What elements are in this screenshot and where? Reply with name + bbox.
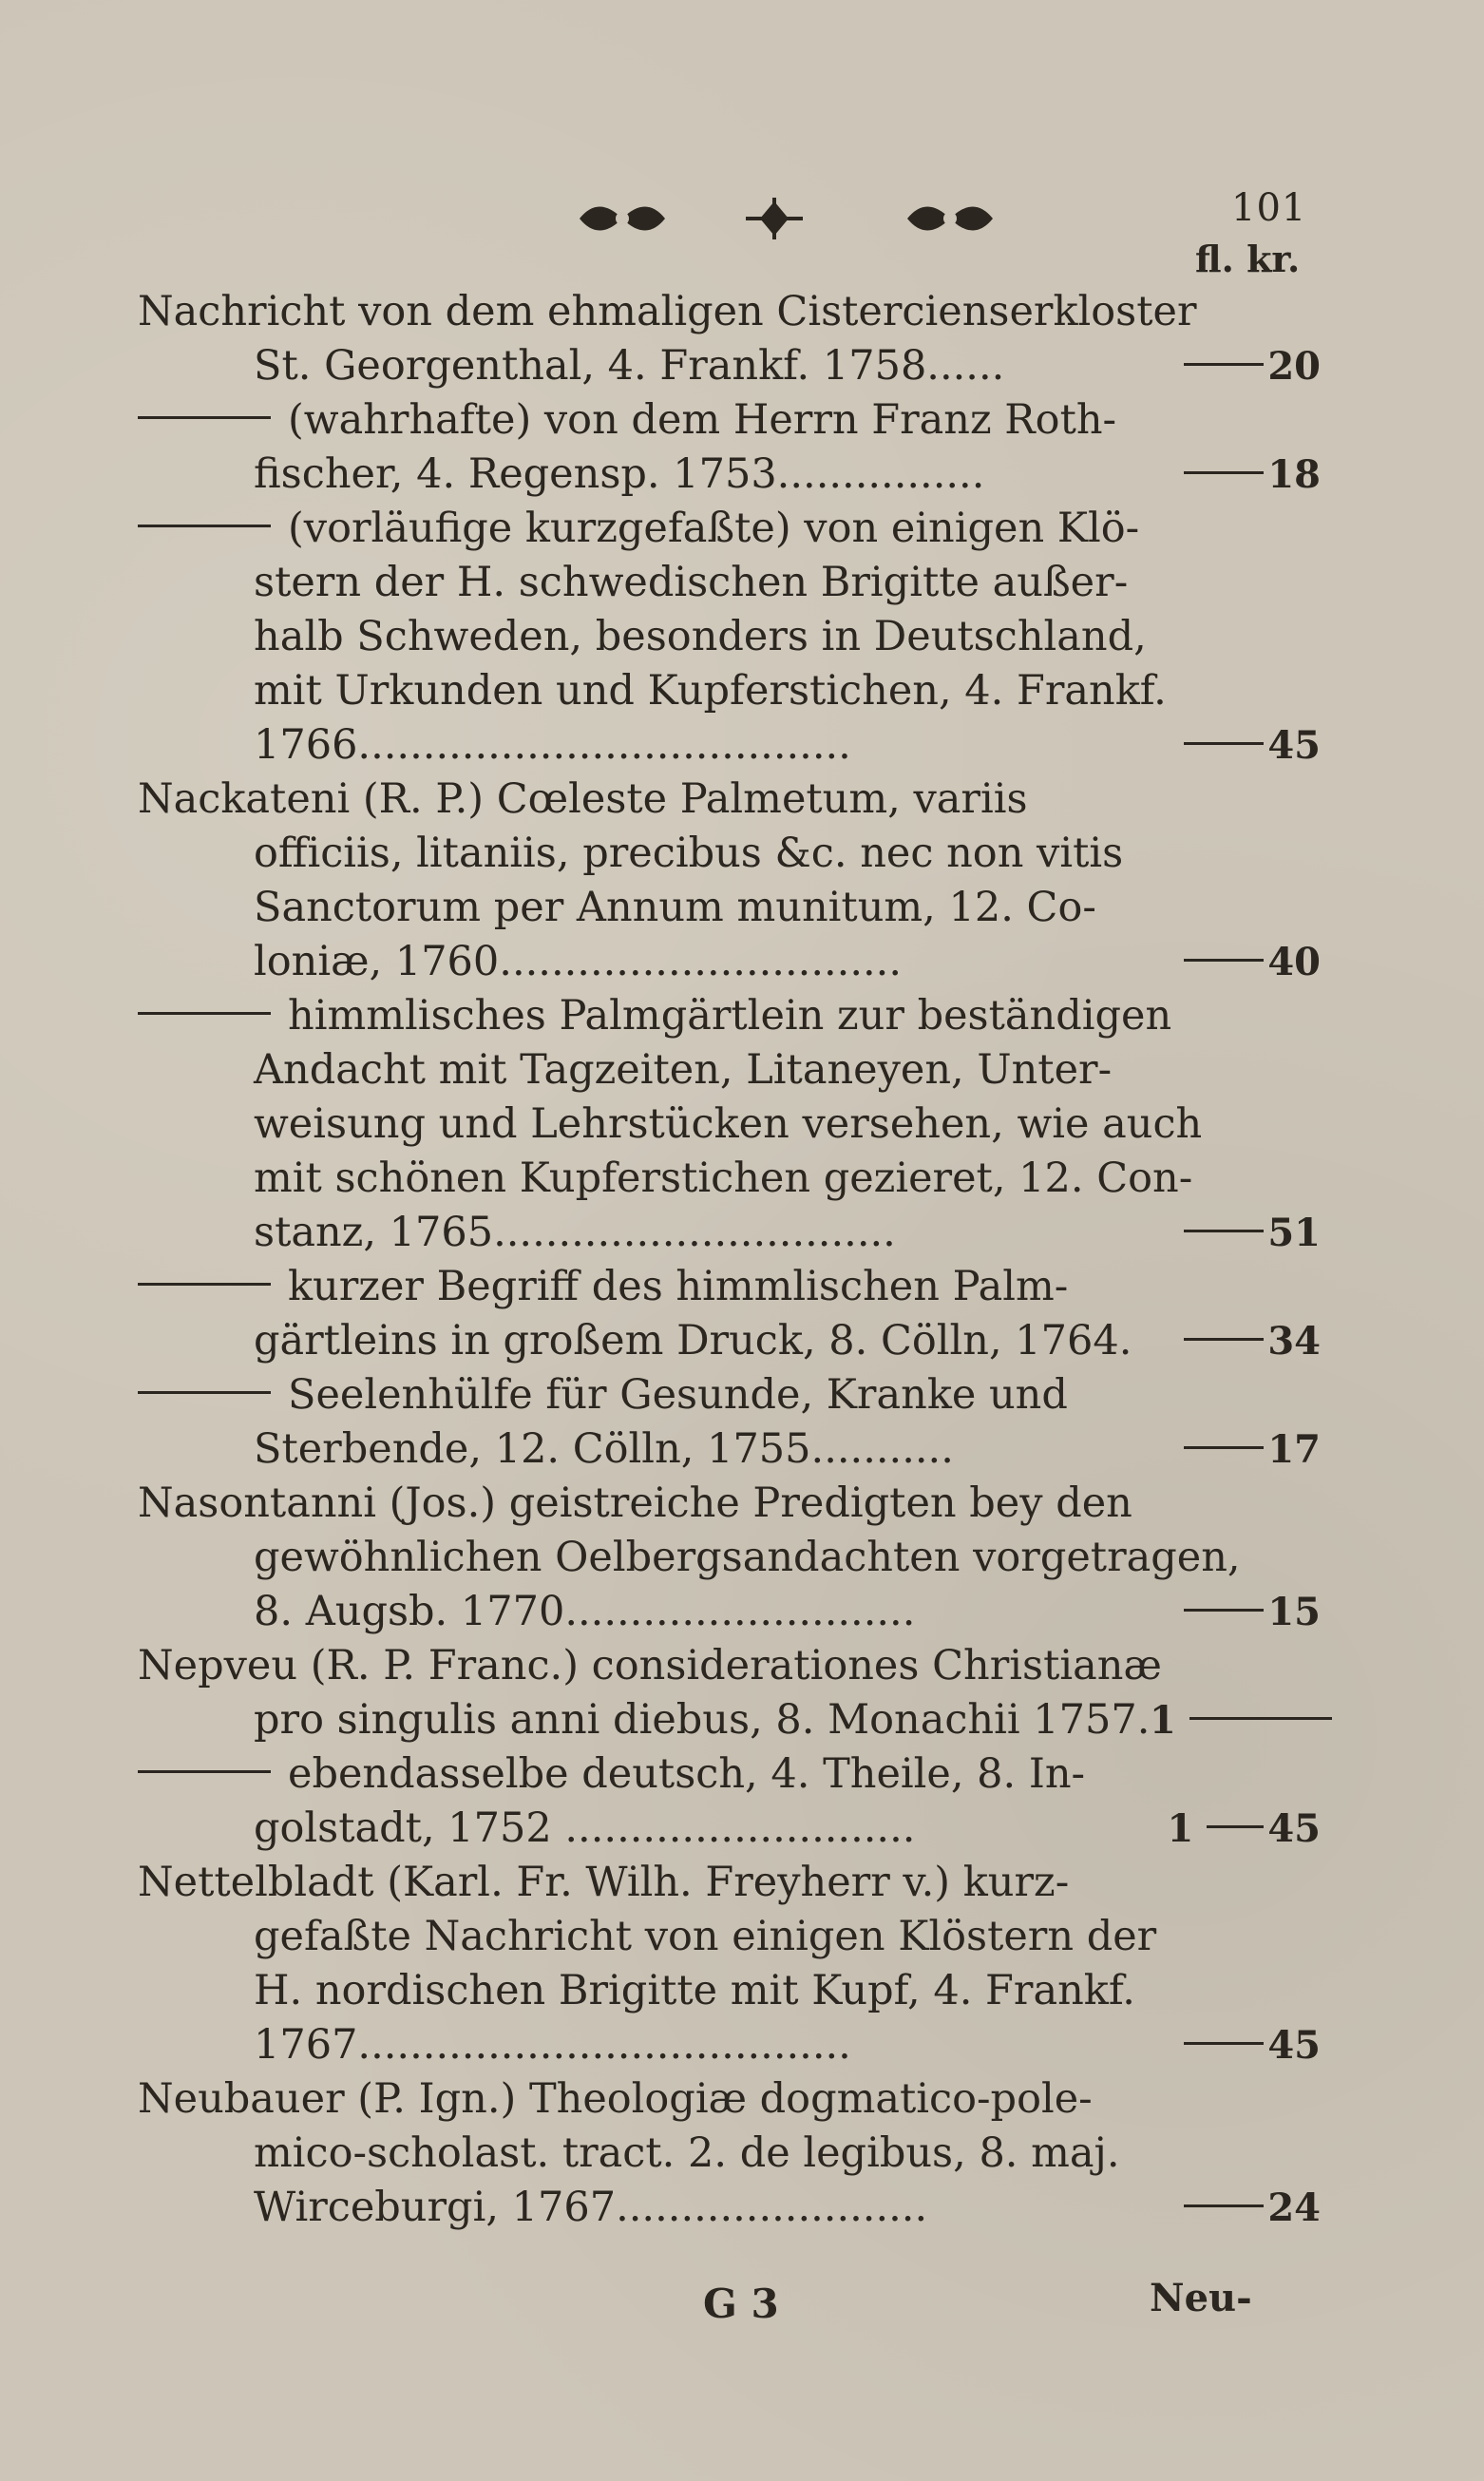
price-kr: 45 xyxy=(1267,1806,1321,1851)
currency-header: fl. kr. xyxy=(1195,238,1301,280)
entry-line: Nettelbladt (Karl. Fr. Wilh. Freyherr v.) kurz- xyxy=(138,1859,1070,1906)
entry-line: weisung und Lehrstücken versehen, wie auch xyxy=(254,1100,1203,1148)
entry-line: gewöhnlichen Oelbergsandachten vorgetragen, xyxy=(254,1534,1241,1581)
entry-line: officiis, litaniis, precibus &c. nec non vitis xyxy=(254,830,1124,877)
ditto-dash xyxy=(138,1770,271,1773)
entry-line: stern der H. schwedischen Brigitte außer- xyxy=(254,559,1129,606)
entry-line: (vorläufige kurzgefaßte) von einigen Klö- xyxy=(288,505,1140,552)
catalog-entry xyxy=(138,1747,1321,1856)
entry-line: loniæ, 1760............................... xyxy=(254,938,902,985)
price-kr: 15 xyxy=(1267,1590,1321,1634)
catalog-entry xyxy=(138,1856,1321,2072)
entry-line: Nachricht von dem ehmaligen Cistercienserkloster xyxy=(138,288,1197,335)
entry-price xyxy=(1150,2018,1321,2072)
entry-line: pro singulis anni diebus, 8. Monachii 1757. xyxy=(254,1696,1151,1744)
catalog-entry xyxy=(138,989,1321,1260)
entry-price xyxy=(1150,935,1321,989)
entry-line: stanz, 1765............................... xyxy=(254,1209,896,1256)
entry-line: Sanctorum per Annum munitum, 12. Co- xyxy=(254,884,1096,931)
price-kr: 51 xyxy=(1267,1211,1321,1255)
entry-line: Nasontanni (Jos.) geistreiche Predigten bey den xyxy=(138,1479,1132,1527)
signature-mark: G 3 xyxy=(703,2281,779,2327)
price-kr: 45 xyxy=(1267,2023,1321,2068)
entry-line: kurzer Begriff des himmlischen Palm- xyxy=(288,1263,1069,1310)
entry-price xyxy=(1150,339,1321,393)
entry-line: mico-scholast. tract. 2. de legibus, 8. maj. xyxy=(254,2129,1120,2177)
entry-price xyxy=(1150,1802,1321,1856)
entry-price xyxy=(1150,1693,1321,1747)
entry-price xyxy=(1150,1422,1321,1477)
price-kr: 20 xyxy=(1267,344,1321,389)
entry-line: Nepveu (R. P. Franc.) considerationes Christianæ xyxy=(138,1642,1162,1689)
printer-ornament xyxy=(580,190,998,247)
entry-line: ebendasselbe deutsch, 4. Theile, 8. In- xyxy=(288,1750,1086,1798)
catalog-entry xyxy=(138,2072,1321,2235)
ditto-dash xyxy=(138,525,271,527)
entry-line: fischer, 4. Regensp. 1753................ xyxy=(254,450,985,498)
entry-line: Nackateni (R. P.) Cœleste Palmetum, variis xyxy=(138,775,1028,823)
entry-price xyxy=(1150,448,1321,502)
catalog-entry xyxy=(138,1477,1321,1639)
ditto-dash xyxy=(138,1391,271,1394)
entry-line: St. Georgenthal, 4. Frankf. 1758...... xyxy=(254,342,1005,390)
entry-line: H. nordischen Brigitte mit Kupf, 4. Frankf. xyxy=(254,1967,1135,2014)
catalog-entry xyxy=(138,502,1321,773)
entry-line: Wirceburgi, 1767........................ xyxy=(254,2184,928,2231)
catalog-entries xyxy=(138,285,1321,2235)
price-fl: 1 xyxy=(1167,1806,1194,1851)
catalog-entry xyxy=(138,393,1321,502)
price-kr: 17 xyxy=(1267,1427,1321,1472)
entry-line: Seelenhülfe für Gesunde, Kranke und xyxy=(288,1371,1068,1419)
entry-price xyxy=(1150,1206,1321,1260)
entry-line: 1766...................................... xyxy=(254,721,851,769)
entry-line: Neubauer (P. Ign.) Theologiæ dogmatico-pole- xyxy=(138,2075,1093,2123)
price-kr: 24 xyxy=(1267,2185,1321,2230)
entry-line: 8. Augsb. 1770........................... xyxy=(254,1588,916,1635)
ditto-dash xyxy=(138,416,271,419)
price-fl: 1 xyxy=(1150,1698,1176,1743)
entry-line: Sterbende, 12. Cölln, 1755........... xyxy=(254,1425,954,1473)
entry-price xyxy=(1150,1314,1321,1368)
price-kr: 40 xyxy=(1267,940,1321,984)
entry-line: gefaßte Nachricht von einigen Klöstern der xyxy=(254,1913,1157,1960)
catalog-entry xyxy=(138,1368,1321,1477)
entry-price xyxy=(1150,2181,1321,2235)
catalog-entry xyxy=(138,1260,1321,1368)
ditto-dash xyxy=(138,1283,271,1286)
entry-price xyxy=(1150,1585,1321,1639)
entry-line: golstadt, 1752 ........................... xyxy=(254,1804,916,1852)
price-kr: 18 xyxy=(1267,452,1321,497)
page-number: 101 xyxy=(1231,186,1307,230)
entry-line: halb Schweden, besonders in Deutschland, xyxy=(254,613,1147,660)
entry-line: mit Urkunden und Kupferstichen, 4. Frankf. xyxy=(254,667,1167,715)
catalog-entry xyxy=(138,285,1321,393)
catalog-entry xyxy=(138,1639,1321,1747)
entry-line: mit schönen Kupferstichen gezieret, 12. Con- xyxy=(254,1155,1193,1202)
entry-price xyxy=(1150,718,1321,773)
price-kr: 34 xyxy=(1267,1319,1321,1364)
entry-line: Andacht mit Tagzeiten, Litaneyen, Unter- xyxy=(254,1046,1113,1094)
catalog-entry xyxy=(138,773,1321,989)
entry-line: (wahrhafte) von dem Herrn Franz Roth- xyxy=(288,396,1117,444)
ditto-dash xyxy=(138,1012,271,1015)
entry-line: himmlisches Palmgärtlein zur beständigen xyxy=(288,992,1172,1040)
entry-line: 1767...................................... xyxy=(254,2021,851,2069)
price-kr: 45 xyxy=(1267,723,1321,768)
catchword: Neu- xyxy=(1150,2276,1252,2320)
entry-line: gärtleins in großem Druck, 8. Cölln, 1764. xyxy=(254,1317,1132,1365)
